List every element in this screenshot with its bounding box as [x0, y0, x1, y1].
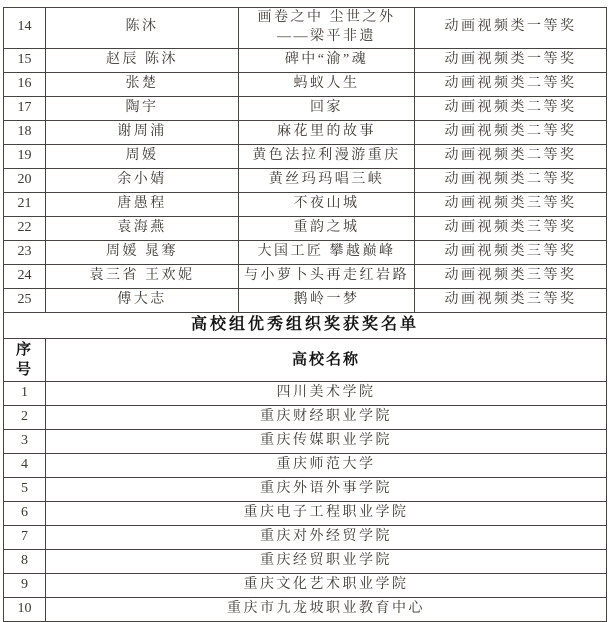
- org-seq-cell: 2: [4, 406, 46, 430]
- award-cell: 动画视频类二等奖: [415, 168, 607, 192]
- org-seq-cell: 4: [4, 454, 46, 478]
- award-row: [4, 288, 607, 312]
- award-row: [4, 96, 607, 120]
- org-row: [4, 454, 607, 478]
- names-cell: 袁海燕: [46, 216, 239, 240]
- org-seq-cell: 9: [4, 574, 46, 598]
- org-seq-cell: 5: [4, 478, 46, 502]
- names-cell: 唐愚程: [46, 192, 239, 216]
- seq-cell: 15: [4, 48, 46, 72]
- org-row: [4, 382, 607, 406]
- org-seq-cell: 6: [4, 502, 46, 526]
- award-row: [4, 144, 607, 168]
- org-seq-cell: 1: [4, 382, 46, 406]
- section-title: 高校组优秀组织奖获奖名单: [4, 312, 607, 338]
- org-name-cell: 重庆文化艺术职业学院: [46, 574, 607, 598]
- award-cell: 动画视频类一等奖: [415, 48, 607, 72]
- section-title-row: [4, 312, 607, 338]
- title-cell: 麻花里的故事: [239, 120, 415, 144]
- org-name-cell: 重庆外语外事学院: [46, 478, 607, 502]
- names-cell: 余小婧: [46, 168, 239, 192]
- org-row: [4, 478, 607, 502]
- award-row: [4, 168, 607, 192]
- org-row: [4, 502, 607, 526]
- org-row: [4, 574, 607, 598]
- seq-cell: 20: [4, 168, 46, 192]
- award-cell: 动画视频类三等奖: [415, 288, 607, 312]
- names-cell: 周媛 晁骞: [46, 240, 239, 264]
- award-row: [4, 192, 607, 216]
- award-row: [4, 240, 607, 264]
- award-cell: 动画视频类一等奖: [415, 8, 607, 49]
- award-cell: 动画视频类三等奖: [415, 192, 607, 216]
- org-row: [4, 430, 607, 454]
- seq-cell: 21: [4, 192, 46, 216]
- seq-cell: 23: [4, 240, 46, 264]
- org-name-cell: 重庆对外经贸学院: [46, 526, 607, 550]
- award-row: [4, 8, 607, 49]
- title-cell: 与小萝卜头再走红岩路: [239, 264, 415, 288]
- seq-cell: 24: [4, 264, 46, 288]
- title-cell: 黄丝玛玛唱三峡: [239, 168, 415, 192]
- title-cell: 碑中“渝”魂: [239, 48, 415, 72]
- seq-cell: 25: [4, 288, 46, 312]
- org-row: [4, 526, 607, 550]
- org-name-cell: 四川美术学院: [46, 382, 607, 406]
- awards-table: [3, 7, 607, 622]
- title-cell: 蚂蚁人生: [239, 72, 415, 96]
- award-cell: 动画视频类三等奖: [415, 264, 607, 288]
- org-seq-cell: 7: [4, 526, 46, 550]
- award-cell: 动画视频类三等奖: [415, 216, 607, 240]
- award-row: [4, 216, 607, 240]
- org-name-cell: 重庆经贸职业学院: [46, 550, 607, 574]
- org-header-seq: 序号: [4, 338, 46, 382]
- title-cell: 回家: [239, 96, 415, 120]
- org-row: [4, 598, 607, 622]
- names-cell: 张楚: [46, 72, 239, 96]
- seq-cell: 16: [4, 72, 46, 96]
- title-cell: 不夜山城: [239, 192, 415, 216]
- org-name-cell: 重庆师范大学: [46, 454, 607, 478]
- award-row: [4, 72, 607, 96]
- award-cell: 动画视频类二等奖: [415, 120, 607, 144]
- title-cell: 画卷之中 尘世之外——梁平非遗: [239, 8, 415, 49]
- title-cell: 大国工匠 攀越巅峰: [239, 240, 415, 264]
- org-name-cell: 重庆财经职业学院: [46, 406, 607, 430]
- seq-cell: 18: [4, 120, 46, 144]
- org-name-cell: 重庆传媒职业学院: [46, 430, 607, 454]
- org-name-cell: 重庆电子工程职业学院: [46, 502, 607, 526]
- org-header-row: [4, 338, 607, 382]
- award-row: [4, 264, 607, 288]
- org-row: [4, 550, 607, 574]
- seq-cell: 19: [4, 144, 46, 168]
- org-seq-cell: 3: [4, 430, 46, 454]
- seq-cell: 17: [4, 96, 46, 120]
- org-row: [4, 406, 607, 430]
- title-cell: 黄色法拉利漫游重庆: [239, 144, 415, 168]
- award-row: [4, 48, 607, 72]
- title-cell: 重韵之城: [239, 216, 415, 240]
- names-cell: 周媛: [46, 144, 239, 168]
- names-cell: 傅大志: [46, 288, 239, 312]
- seq-cell: 14: [4, 8, 46, 49]
- org-seq-cell: 8: [4, 550, 46, 574]
- award-row: [4, 120, 607, 144]
- award-cell: 动画视频类二等奖: [415, 96, 607, 120]
- award-cell: 动画视频类二等奖: [415, 144, 607, 168]
- names-cell: 陶宇: [46, 96, 239, 120]
- org-header-name: 高校名称: [46, 338, 607, 382]
- org-name-cell: 重庆市九龙坡职业教育中心: [46, 598, 607, 622]
- award-cell: 动画视频类三等奖: [415, 240, 607, 264]
- names-cell: 袁三省 王欢妮: [46, 264, 239, 288]
- names-cell: 谢周浦: [46, 120, 239, 144]
- org-seq-cell: 10: [4, 598, 46, 622]
- seq-cell: 22: [4, 216, 46, 240]
- title-cell: 鹅岭一梦: [239, 288, 415, 312]
- award-cell: 动画视频类二等奖: [415, 72, 607, 96]
- names-cell: 赵辰 陈沐: [46, 48, 239, 72]
- names-cell: 陈沐: [46, 8, 239, 49]
